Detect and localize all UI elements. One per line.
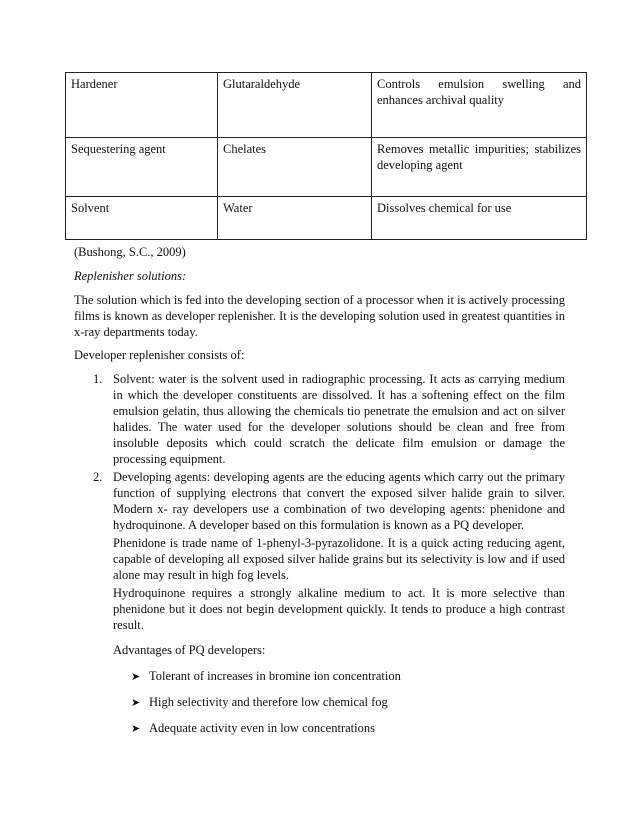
list-item: Developing agents: developing agents are the educing agents which carry out the primary function of supplying electrons that convert the exposed silver halide grain to silver. Modern x- ray developers use a combination of two developing agents: phenidone and hydroquinone. A developer based on this formulation is known as a PQ developer. bbox=[113, 470, 565, 532]
list-item: Solvent: water is the solvent used in radiographic processing. It acts as carrying medium in which the developer constituents are dissolved. It has a softening effect on the film emulsion gelatin, thus allowing the chemicals tio penetrate the emulsion and act on silver halides. The water used for the developer solutions should be clean and free from insoluble deposits which could scratch the delicate film emulsion or damage the processing equipment. bbox=[113, 372, 565, 466]
table-cell-component: Hardener bbox=[66, 73, 218, 138]
table-cell-chemical: Chelates bbox=[218, 138, 372, 197]
advantage-text: High selectivity and therefore low chemical fog bbox=[149, 695, 388, 709]
phenidone-paragraph: Phenidone is trade name of 1-phenyl-3-pyrazolidone. It is a quick acting reducing agent, capable of developing all exposed silver halide grains but its selectivity is low and if used alone may result in high fog levels. bbox=[113, 536, 565, 582]
hydroquinone-paragraph: Hydroquinone requires a strongly alkaline medium to act. It is more selective than phenidone but it does not begin development quickly. It tends to produce a high contrast result. bbox=[113, 586, 565, 632]
list-item-number: 2. bbox=[93, 470, 103, 484]
advantage-text: Tolerant of increases in bromine ion concentration bbox=[149, 669, 401, 683]
processing-chemicals-table bbox=[65, 72, 587, 240]
table-cell-chemical: Glutaraldehyde bbox=[218, 73, 372, 138]
table-cell-component: Sequestering agent bbox=[66, 138, 218, 197]
arrow-bullet-icon: ➤ bbox=[131, 670, 141, 683]
advantage-text: Adequate activity even in low concentrations bbox=[149, 721, 375, 735]
table-row bbox=[66, 138, 587, 197]
intro-paragraph: The solution which is fed into the developing section of a processor when it is actively processing films is known as developer replenisher. It is the developing solution used in greatest quantities in x-ray departments today. bbox=[74, 293, 565, 339]
list-item bbox=[131, 694, 388, 711]
table-cell-function: Controls emulsion swelling and enhances archival quality bbox=[372, 73, 587, 138]
list-intro: Developer replenisher consists of: bbox=[74, 348, 245, 362]
table-cell-component: Solvent bbox=[66, 197, 218, 240]
table-row bbox=[66, 197, 587, 240]
list-item-number: 1. bbox=[93, 372, 103, 386]
table-cell-function: Dissolves chemical for use bbox=[372, 197, 587, 240]
arrow-bullet-icon: ➤ bbox=[131, 696, 141, 709]
table-cell-chemical: Water bbox=[218, 197, 372, 240]
arrow-bullet-icon: ➤ bbox=[131, 722, 141, 735]
advantages-heading: Advantages of PQ developers: bbox=[113, 643, 266, 657]
citation: (Bushong, S.C., 2009) bbox=[74, 245, 186, 259]
table-cell-function: Removes metallic impurities; stabilizes developing agent bbox=[372, 138, 587, 197]
list-item bbox=[131, 668, 401, 685]
list-item bbox=[131, 720, 375, 737]
table-row bbox=[66, 73, 587, 138]
section-heading: Replenisher solutions: bbox=[74, 269, 187, 283]
